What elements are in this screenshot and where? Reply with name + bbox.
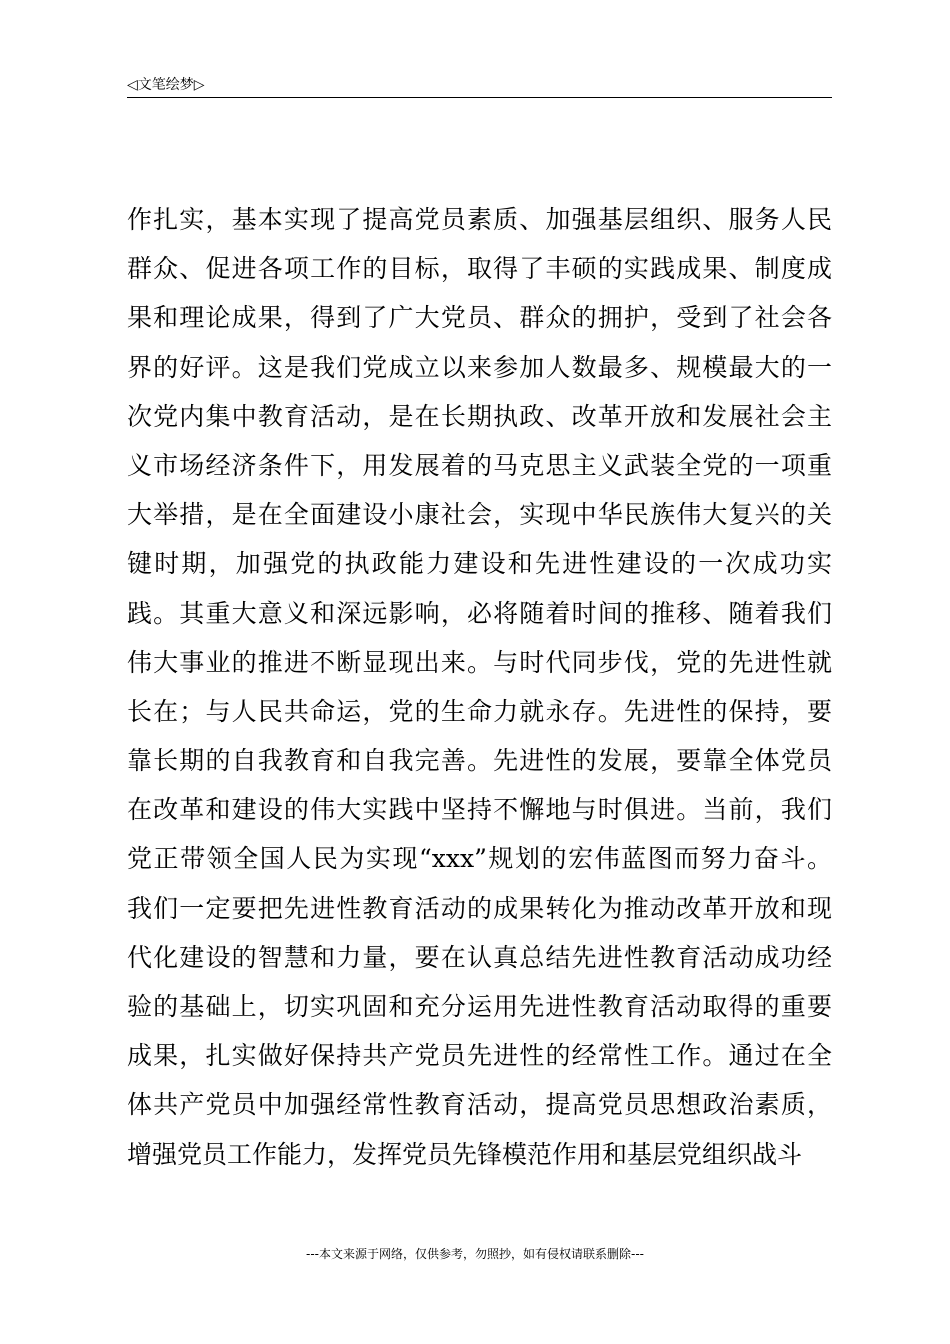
text-line: 党正带领全国人民为实现“xxx”规划的宏伟蓝图而努力奋斗。	[127, 844, 832, 874]
text-line: 伟大事业的推进不断显现出来。与时代同步伐，党的先进性就	[127, 647, 832, 677]
text-line: 增强党员工作能力，发挥党员先锋模范作用和基层党组织战斗	[127, 1139, 803, 1169]
text-line: 大举措，是在全面建设小康社会，实现中华民族伟大复兴的关	[127, 500, 832, 530]
text-line: 验的基础上，切实巩固和充分运用先进性教育活动取得的重要	[127, 992, 832, 1021]
page-header	[127, 76, 832, 98]
header-title: ◁文笔绘梦▷	[127, 77, 205, 93]
text-line: 我们一定要把先进性教育活动的成果转化为推动改革开放和现	[127, 893, 832, 923]
text-line: 靠长期的自我教育和自我完善。先进性的发展，要靠全体党员	[127, 746, 832, 776]
text-line: 果和理论成果，得到了广大党员、群众的拥护，受到了社会各	[127, 303, 832, 333]
text-line: 次党内集中教育活动，是在长期执政、改革开放和发展社会主	[127, 401, 832, 431]
text-line: 在改革和建设的伟大实践中坚持不懈地与时俱进。当前，我们	[127, 795, 832, 825]
text-line: 义市场经济条件下，用发展着的马克思主义武装全党的一项重	[127, 450, 832, 480]
body-text	[127, 195, 832, 1179]
footer-disclaimer: ---本文来源于网络，仅供参考，勿照抄，如有侵权请联系删除---	[306, 1247, 644, 1261]
text-line: 代化建设的智慧和力量，要在认真总结先进性教育活动成功经	[127, 942, 832, 972]
text-line: 践。其重大意义和深远影响，必将随着时间的推移、随着我们	[127, 598, 832, 628]
text-line: 长在；与人民共命运，党的生命力就永存。先进性的保持，要	[127, 696, 832, 726]
text-line: 成果，扎实做好保持共产党员先进性的经常性工作。通过在全	[127, 1041, 832, 1071]
text-line: 界的好评。这是我们党成立以来参加人数最多、规模最大的一	[127, 352, 832, 382]
text-line: 键时期，加强党的执政能力建设和先进性建设的一次成功实	[127, 549, 832, 579]
header-divider	[127, 97, 832, 98]
text-line: 体共产党员中加强经常性教育活动，提高党员思想政治素质，	[127, 1090, 832, 1120]
text-line: 作扎实，基本实现了提高党员素质、加强基层组织、服务人民	[127, 205, 832, 234]
page-footer	[0, 1246, 950, 1262]
text-line: 群众、促进各项工作的目标，取得了丰硕的实践成果、制度成	[127, 254, 832, 284]
